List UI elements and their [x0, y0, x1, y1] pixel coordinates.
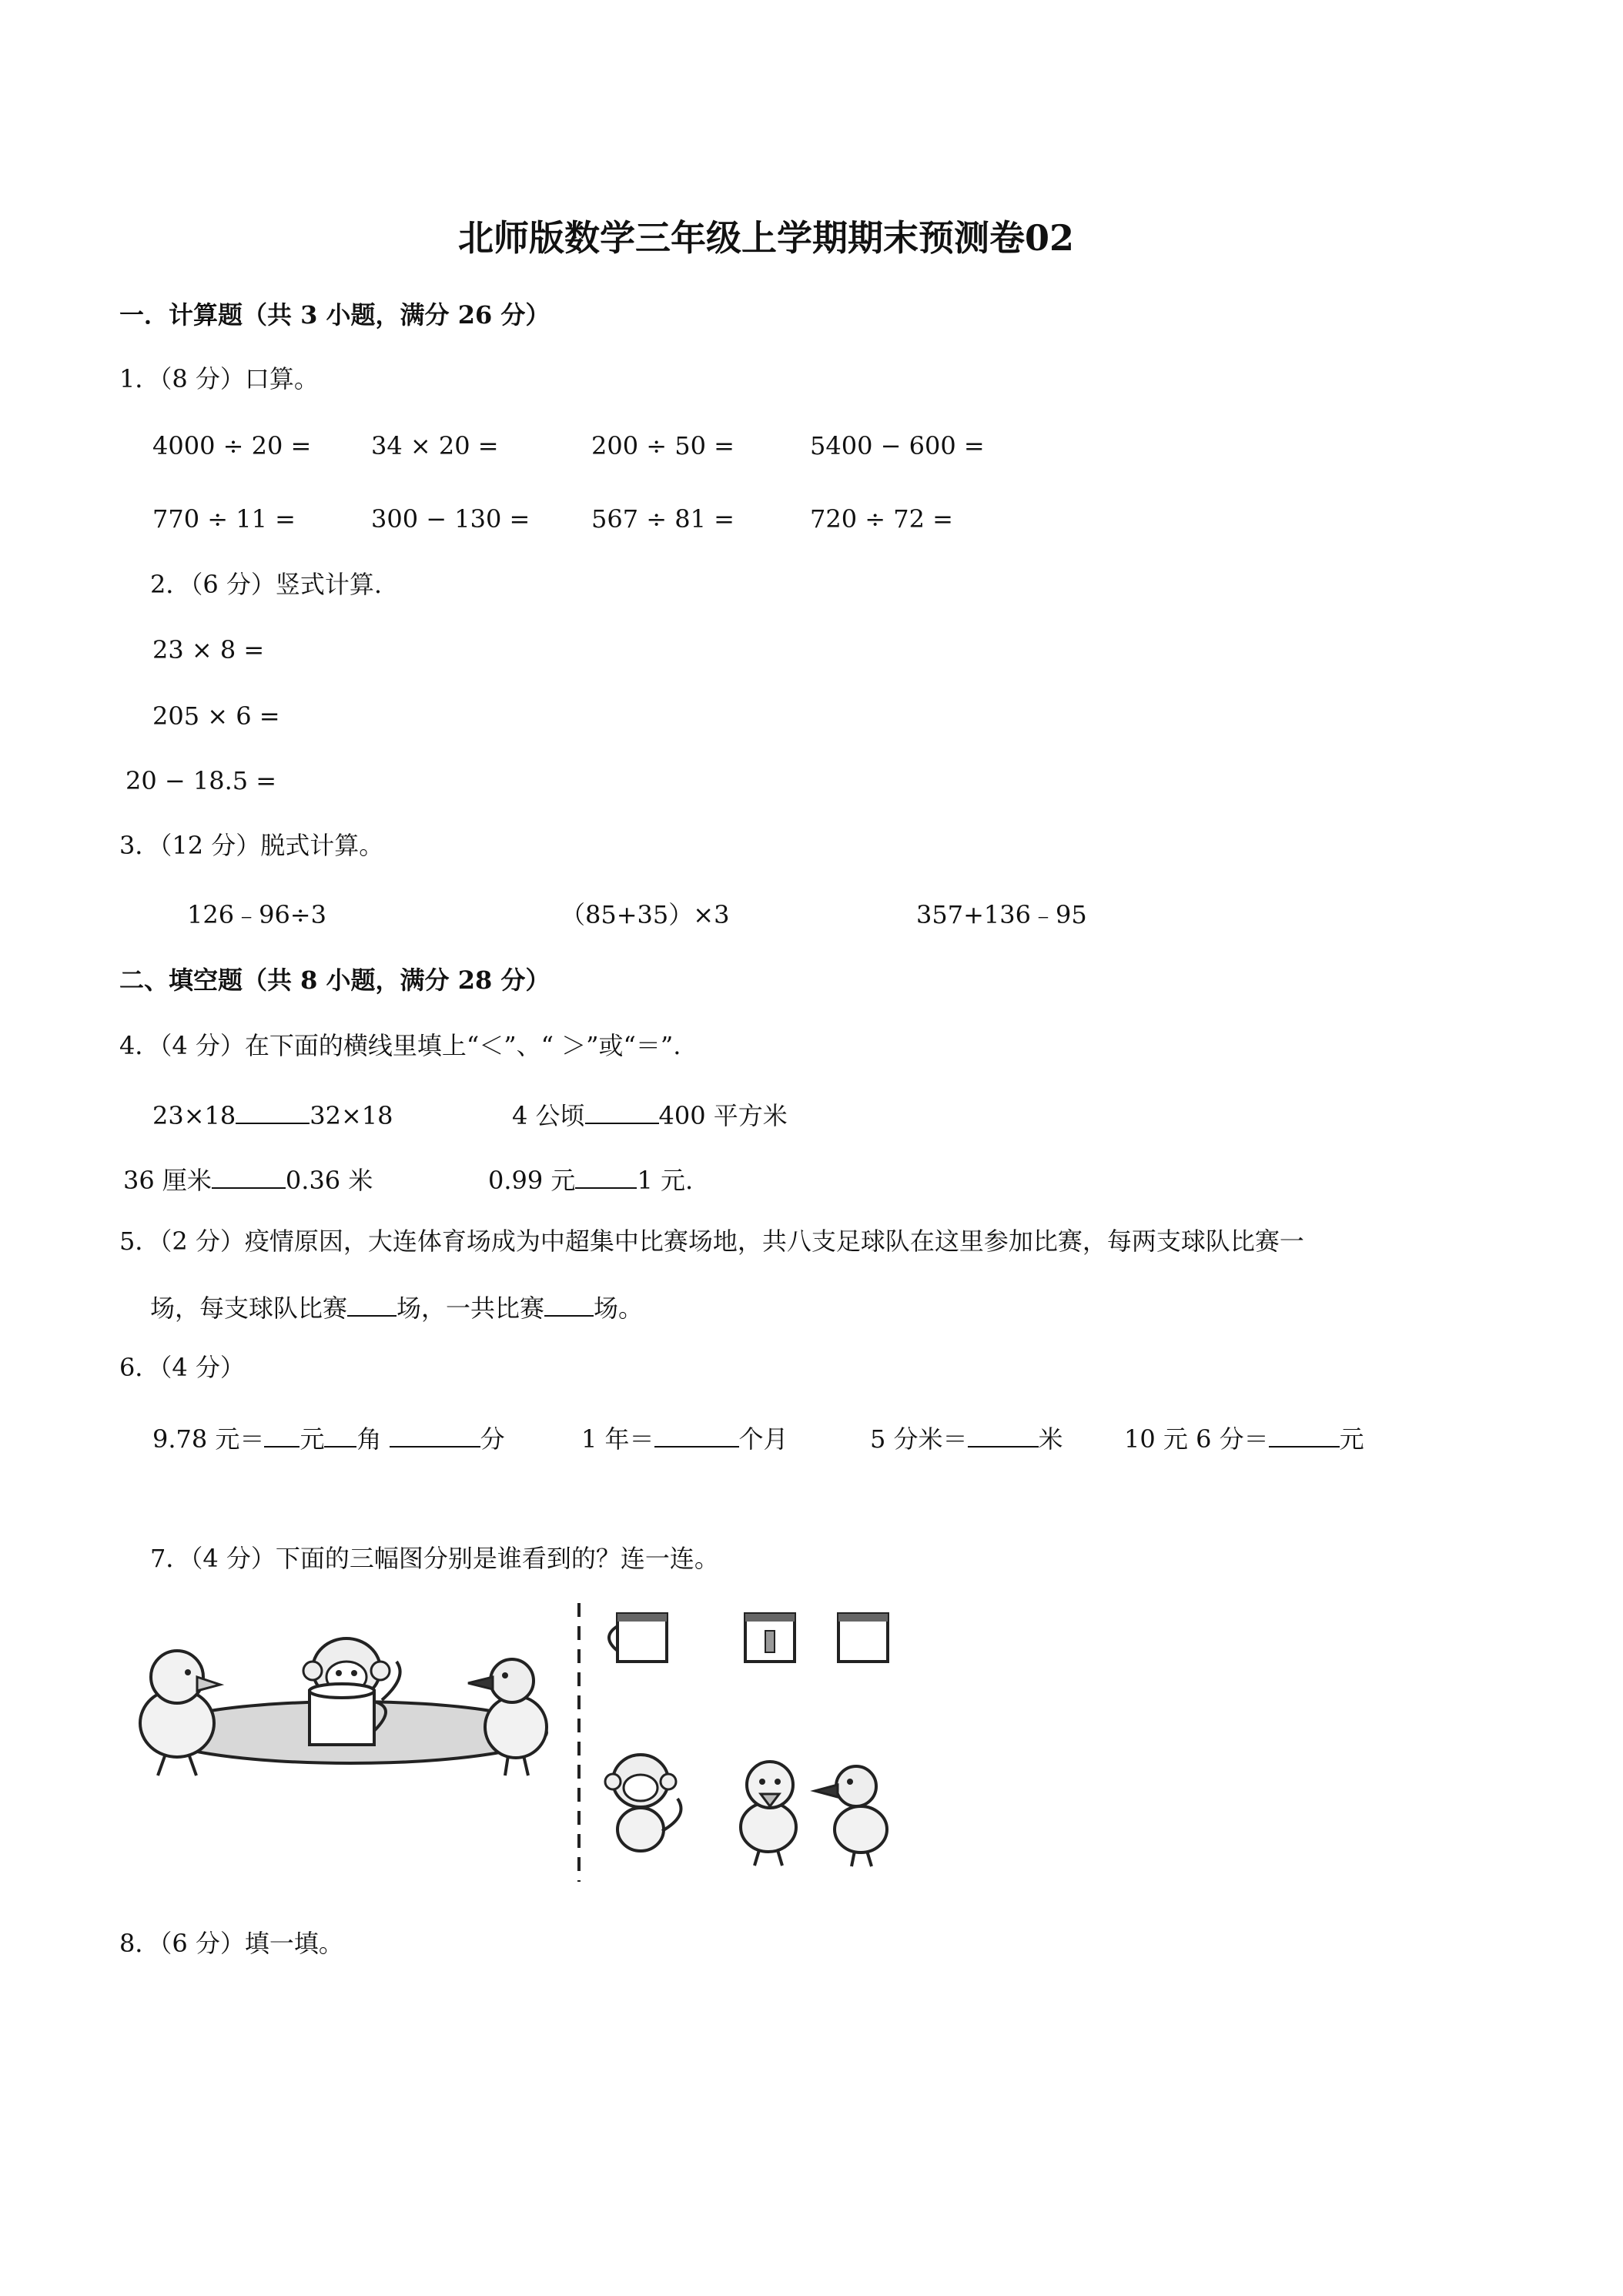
q4-row-1b	[512, 1099, 788, 1128]
q7-stem: 7．（4 分）下面的三幅图分别是谁看到的？连一连。	[150, 1544, 719, 1573]
q5-text-a: 场，每支球队比赛	[150, 1294, 348, 1323]
q6-label: 米	[1038, 1424, 1063, 1454]
q6-stem: 6．（4 分）	[119, 1353, 245, 1382]
q1-expr: 34 × 20 =	[371, 431, 499, 460]
q4-row-2	[123, 1164, 373, 1193]
q1-expr: 5400 − 600 =	[810, 431, 985, 460]
q6-part-4	[1124, 1423, 1364, 1454]
q6-label: 分	[480, 1424, 505, 1454]
q7-figure	[123, 1600, 901, 1885]
q6-blank-yuan[interactable]	[264, 1423, 300, 1448]
q6-label: 5 分米＝	[870, 1424, 968, 1454]
q4-a-left: 23×18	[152, 1101, 236, 1130]
q6-blank-jiao[interactable]	[324, 1423, 356, 1448]
cup-view-handle-right-icon[interactable]	[609, 1614, 667, 1662]
q4-b-right: 400 平方米	[658, 1101, 788, 1130]
q4-d-right: 1 元.	[637, 1166, 694, 1195]
q5-blank-2[interactable]	[544, 1292, 594, 1317]
q6-blank-meters[interactable]	[968, 1423, 1039, 1448]
q7-illustration	[123, 1600, 901, 1885]
cup-view-front-icon[interactable]	[745, 1614, 795, 1662]
q6-label: 1 年＝	[581, 1424, 654, 1454]
q8-stem: 8．（6 分）填一填。	[119, 1929, 343, 1958]
q4-d-left: 0.99 元	[488, 1166, 576, 1195]
q4-c-blank[interactable]	[212, 1164, 286, 1189]
q1-stem: 1．（8 分）口算。	[119, 364, 319, 393]
q6-label: 元	[1339, 1424, 1364, 1454]
q2-stem: 2．（6 分）竖式计算.	[150, 570, 383, 599]
q4-c-left: 36 厘米	[123, 1166, 212, 1195]
q6-label: 9.78 元＝	[152, 1424, 265, 1454]
duck-choice-icon[interactable]	[815, 1766, 887, 1866]
q4-b-blank[interactable]	[585, 1099, 659, 1124]
q6-label: 元	[300, 1424, 325, 1454]
section-2-heading: 二、填空题（共 8 小题，满分 28 分）	[119, 966, 550, 995]
q5-line-1: 5．（2 分）疫情原因，大连体育场成为中超集中比赛场地，共八支足球队在这里参加比赛，每两支球队比赛一	[119, 1227, 1304, 1256]
q6-blank-yuan-2[interactable]	[1269, 1423, 1340, 1448]
q4-row-1	[152, 1099, 393, 1128]
q1-expr: 200 ÷ 50 =	[591, 431, 735, 460]
q1-expr: 567 ÷ 81 =	[591, 504, 735, 534]
q3-item: 126﹣96÷3	[187, 900, 326, 929]
chick-choice-icon[interactable]	[741, 1762, 796, 1866]
q6-label: 10 元 6 分＝	[1124, 1424, 1269, 1454]
q6-blank-fen[interactable]	[390, 1423, 480, 1448]
q5-blank-1[interactable]	[347, 1292, 397, 1317]
cup-icon	[310, 1684, 386, 1745]
q4-d-blank[interactable]	[575, 1164, 637, 1189]
q4-stem: 4．（4 分）在下面的横线里填上“＜”、“ ＞”或“＝”.	[119, 1031, 681, 1060]
q1-expr: 300 − 130 =	[371, 504, 530, 534]
q1-expr: 720 ÷ 72 =	[810, 504, 953, 534]
q6-blank-months[interactable]	[654, 1423, 739, 1448]
cup-view-plain-icon[interactable]	[838, 1614, 888, 1662]
q4-c-right: 0.36 米	[285, 1166, 373, 1195]
q3-stem: 3．（12 分）脱式计算。	[119, 831, 384, 860]
q6-part-2	[581, 1423, 788, 1454]
q2-item: 205 × 6 =	[152, 701, 280, 731]
q5-text-c: 场。	[594, 1294, 644, 1323]
q6-part-3	[870, 1423, 1063, 1454]
q3-item: （85+35）×3	[561, 900, 730, 929]
monkey-choice-icon[interactable]	[605, 1755, 681, 1851]
q4-a-blank[interactable]	[236, 1099, 310, 1124]
q2-item: 20 − 18.5 =	[125, 766, 277, 795]
q1-expr: 770 ÷ 11 =	[152, 504, 296, 534]
q6-part-1	[152, 1423, 505, 1454]
chick-icon	[140, 1651, 220, 1776]
page-title: 北师版数学三年级上学期期末预测卷02	[458, 217, 1075, 259]
q6-label: 角	[356, 1424, 390, 1454]
q6-label: 个月	[738, 1424, 788, 1454]
q4-a-right: 32×18	[310, 1101, 393, 1130]
q5-line-2	[150, 1292, 644, 1323]
q1-expr: 4000 ÷ 20 =	[152, 431, 312, 460]
q4-b-left: 4 公顷	[512, 1101, 585, 1130]
section-1-heading: 一．计算题（共 3 小题，满分 26 分）	[119, 300, 550, 330]
q2-item: 23 × 8 =	[152, 635, 265, 664]
q4-row-2b	[488, 1164, 693, 1193]
q5-text-b: 场，一共比赛	[397, 1294, 545, 1323]
q3-item: 357+136﹣95	[916, 900, 1087, 929]
